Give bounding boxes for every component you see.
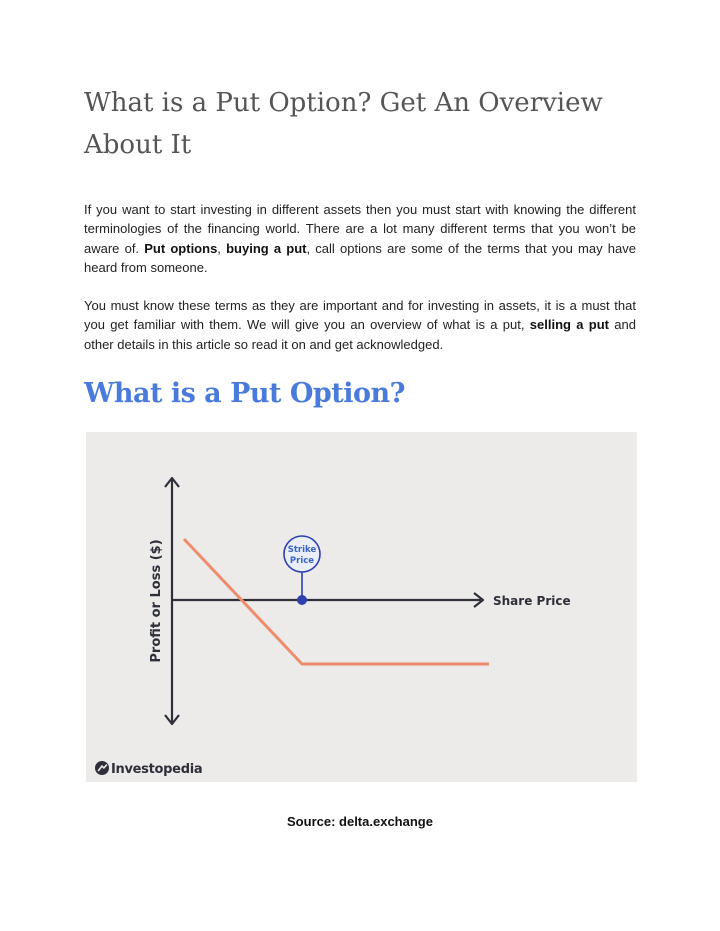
y-axis-label: Profit or Loss ($)	[149, 539, 164, 663]
second-paragraph	[84, 296, 636, 354]
intro-text-1: If you want to start investing in different assets then you must start with knowing the different terminologies of the financing world. There are a lot many different terms that you won’t be aware of.	[84, 202, 636, 256]
investopedia-wordmark: Investopedia	[111, 762, 203, 777]
figure-caption: Source: delta.exchange	[287, 814, 433, 829]
intro-paragraph	[84, 200, 636, 278]
strike-label-line1: Strike	[287, 545, 317, 555]
selling-a-put-bold: selling a put	[529, 317, 609, 333]
strike-price-point	[297, 595, 307, 605]
section-heading: What is a Put Option?	[84, 378, 405, 409]
intro-separator: ,	[217, 240, 227, 256]
investopedia-logo	[95, 761, 202, 777]
second-text-2: and other details in this article so read it on and get acknowledged.	[84, 317, 636, 352]
strike-label-line2: Price	[289, 556, 315, 566]
buying-a-put-bold: buying a put	[226, 240, 307, 256]
put-options-bold: Put options	[144, 240, 218, 256]
put-payoff-line	[184, 539, 489, 664]
payoff-diagram	[86, 432, 637, 782]
put-option-payoff-figure	[86, 432, 637, 782]
x-axis-label: Share Price	[493, 594, 571, 608]
intro-text-2: , call options are some of the terms that you may have heard from someone.	[84, 240, 636, 276]
investopedia-logo-mark	[95, 761, 109, 775]
second-text-1: You must know these terms as they are important and for investing in assets, it is a must that you get familiar with them. We will give you an overview of what is a put,	[84, 298, 636, 333]
article-title: What is a Put Option? Get An Overview About It	[84, 88, 603, 160]
